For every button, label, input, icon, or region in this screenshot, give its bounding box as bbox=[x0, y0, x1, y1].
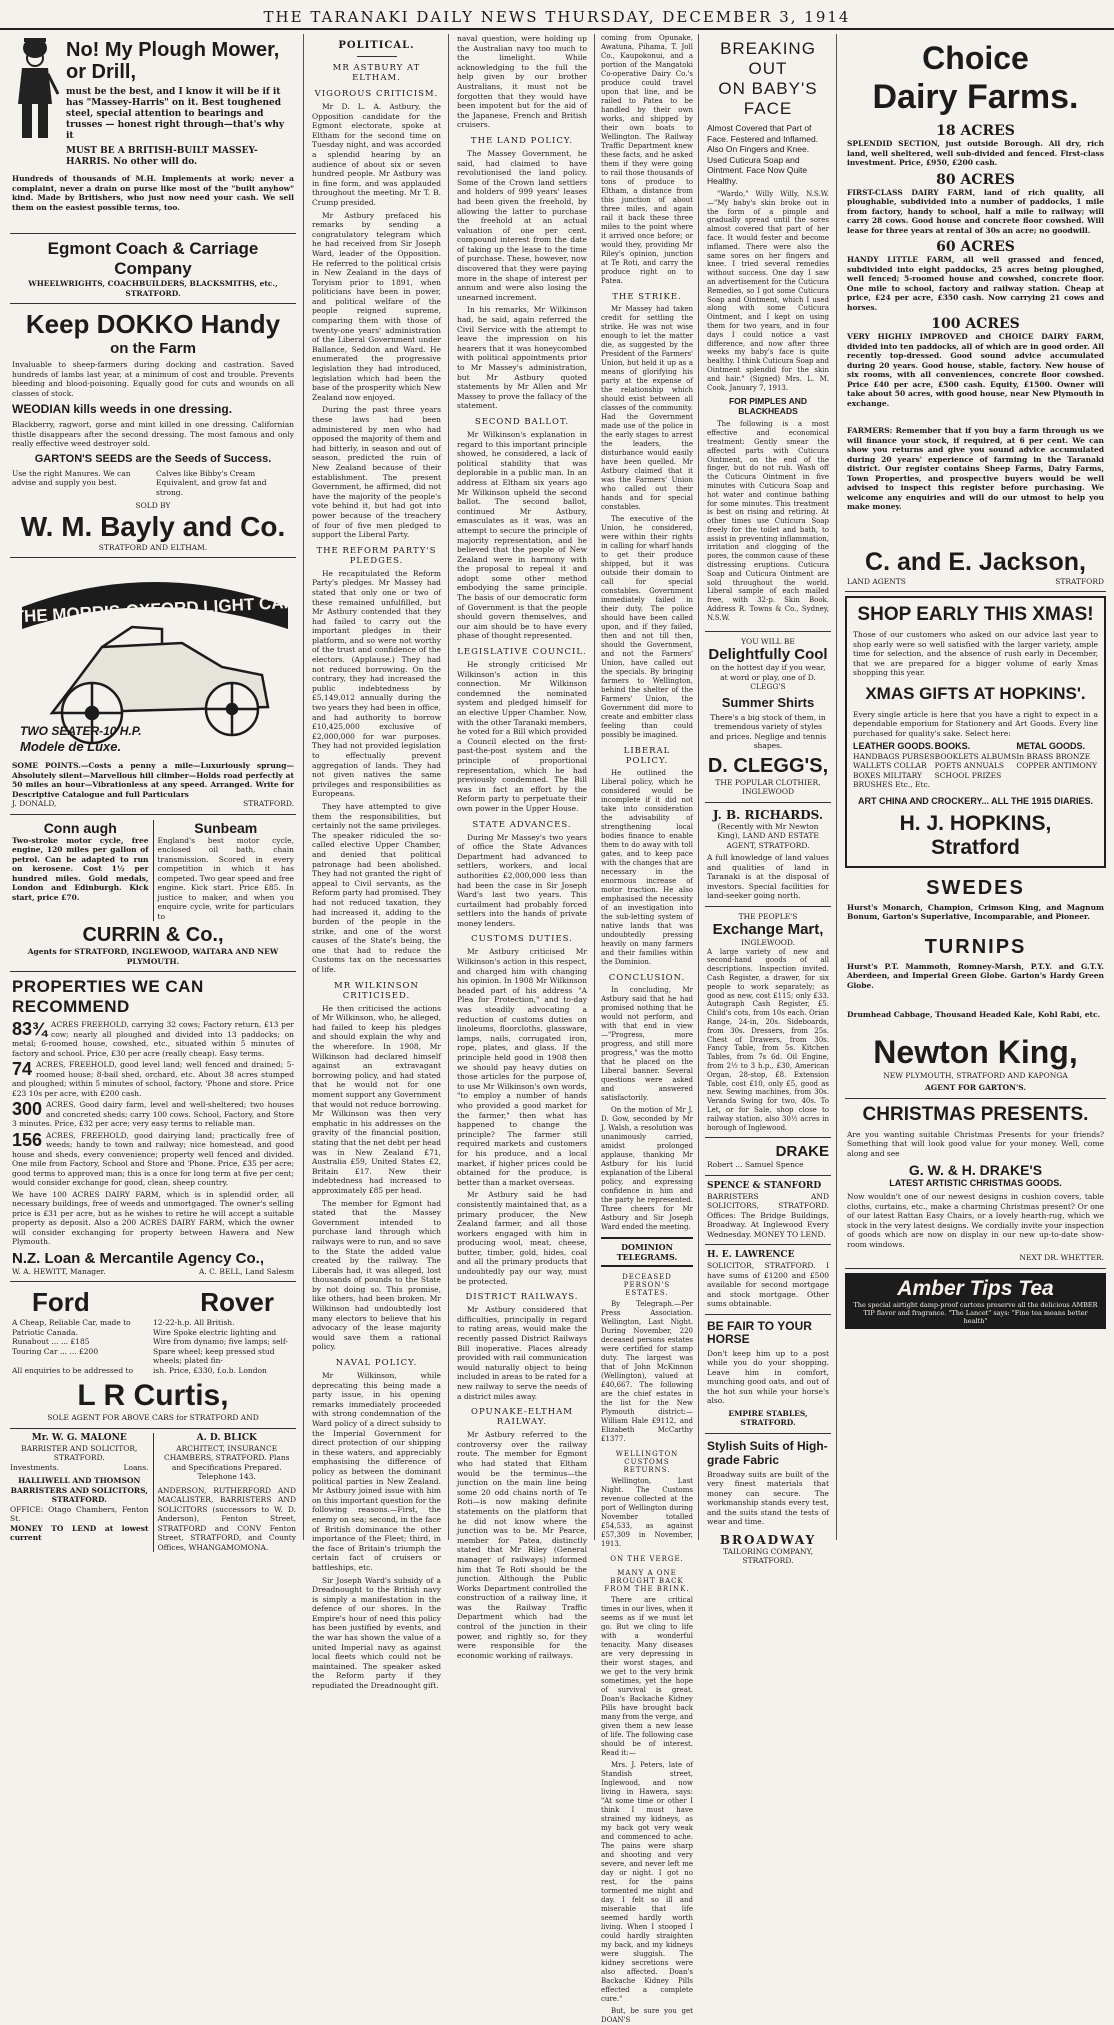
section-heading: WELLINGTON CUSTOMS RETURNS. bbox=[615, 1450, 679, 1474]
article-paragraph: Mr Wilkinson, while deprecating this being made a party issue, in his opening remarks immediately proceeded with strong condemnation of the Ward policy of a direct subsidy to the Imperial Government for direct protection of our shipping in these waters, and appreciably emphasising the difference of policy as between the dominant political parties in New Zealand. Mr Astbury joined issue with him on this important question for the following reasons.—First, the enemy on sea; second, in the face of British dominance the other importance of the Fleet; third, in the face of Britain's triumph the certain fact of cruisers or battleships, etc. bbox=[312, 1371, 441, 1572]
broadway-ad bbox=[705, 1434, 831, 1571]
section-heading: THE LAND POLICY. bbox=[470, 135, 574, 146]
ford-cell: Patriotic Canada. bbox=[12, 1327, 78, 1337]
property-size: 300 bbox=[12, 1099, 43, 1119]
malone-name: Mr. W. G. MALONE bbox=[31, 1432, 127, 1443]
article-paragraph: In concluding, Mr Astbury said that he had promised nothing that he would not perform, and with that end in view —"Progress, more progress, and still more progress," was the motto that he placed on the Liberal banner. Several questions were asked and answered satisfactorily. bbox=[601, 986, 693, 1102]
morris-oxford-ad bbox=[10, 558, 296, 815]
property-size: 156 bbox=[12, 1129, 43, 1150]
drake-subtitle: Robert ... Samuel Spence bbox=[707, 1160, 804, 1170]
horse-title: BE FAIR TO YOUR HORSE bbox=[707, 1318, 812, 1346]
summer-shirts-body: There's a big stock of them, in tremendous variety of styles and prices. Neglige and tennis shapes. bbox=[709, 712, 827, 751]
garton-calves: Calves like Bibby's Cream Equivalent, and grow fat and strong. bbox=[156, 468, 267, 497]
section-heading: LEGISLATIVE COUNCIL. bbox=[457, 647, 587, 658]
farmers-note: FARMERS: Remember that if you buy a farm through us we will finance your stock, if required, at 6 per cent. We can show you returns and give you sound advice accumulated during 20 years' experience of farming in the Taranaki district. Our register contains Sheep Farms, Dairy Farms, Town Properties, and prospective buyers would be well advised to inspect this register before purchasing. We welcome any enquiries and will do our utmost to help you make money. bbox=[847, 426, 1104, 511]
egmont-coach-ad bbox=[10, 234, 296, 304]
hopkins-ad bbox=[845, 596, 1106, 868]
rover-cell: Spare wheel; keep pressed stud wheels; plated fin- bbox=[153, 1346, 275, 1365]
hopkins-title: H. J. HOPKINS, Stratford bbox=[899, 811, 1052, 859]
ford-rover-row bbox=[12, 1318, 294, 1328]
column-political bbox=[306, 34, 447, 1691]
article-paragraph: coming from Opunake, Awatuna, Pihama, T. Joll Co., Kaupokonui, and a portion of the Mangatoki Co-operative Dairy Co.'s produce could travel upon that line, and be railed to Patea to be handled by their own works, and shipped by their own boats to Wellington. The Railway Traffic Department knew these facts, and he asked them if they were going to rail those thousands of tons of produce to Eltham, a distance from this junction of about three miles, and again rail it back these three miles to the point where it arrived once before; or would they, providing Mr Riley's opinion, junction at Te Roti, and carry the produce right on to Patea. bbox=[601, 34, 693, 285]
jackson-title: C. and E. Jackson, bbox=[865, 547, 1086, 576]
christmas-ad bbox=[845, 1099, 1106, 1269]
summer-shirts-title: Summer Shirts bbox=[721, 694, 815, 710]
baby-testimonial: "Wardo," Willy Willy, N.S.W.—"My baby's skin broke out in the form of a pimple and gradually spread until the sores almost covered that part of her face. It would fester and become inflamed. There were also the same sores on her fingers and knee. I tried several remedies without success. One day I saw an advertisement for the Cuticura Remedies, so I got some Cuticura Soap and Ointment, which I used along with some Cuticura Ointment, and I kept on using them for two years, and in four days I could notice a vast difference, and now after three weeks my baby's face is quite healthy. I think Cuticura Soap and Ointment splendid for the skin and hair." (Signed) Mrs. L. M. Cook, January 7, 1913. bbox=[707, 190, 829, 392]
next-door-line: NEXT DR. WHETTER. bbox=[1019, 1253, 1104, 1262]
seeds-ad bbox=[845, 872, 1106, 1099]
garton-title: GARTON'S SEEDS are the Seeds of Success. bbox=[34, 452, 272, 465]
christmas-intro: Are you wanting suitable Christmas Presents for your friends? Something that will look good value for your money. Well, come along and see bbox=[847, 1129, 1104, 1158]
halliwell-office: OFFICE: Otago Chambers, Fenton St. bbox=[10, 1504, 149, 1523]
stylish-body: Broadway suits are built of the very finest materials that money can secure. The workmanship stands every test, and the suits stand the tests of wear and time. bbox=[707, 1469, 829, 1527]
article-paragraph: He strongly criticised Mr Wilkinson's action in this connection. Mr Wilkinson condemned the nominated system and pledged himself for an elective Upper Chamber. Now, with the other Taranaki members, he voted for a Bill which provided a Council elected on the first-past-the-post system and the principle of proportional representation, which he had previously condemned. The Bill was in fact an effort by the Reform party to perpetuate their own power in the Upper House. bbox=[457, 660, 587, 813]
cool-title: Delightfully Cool bbox=[708, 646, 828, 664]
blick-name: A. D. BLICK bbox=[196, 1432, 257, 1443]
xmas-body: Those of our customers who asked on our advice last year to shop early were so well satisfied with the larger variety, ample time for selection, and the absence of rush early in December, that we are prepared for a bigger volume of early Xmas shopping this year. bbox=[853, 630, 1098, 677]
turnips-body: Hurst's P.T. Mammoth, Romney-Marsh, P.T.Y. and G.T.Y. Aberdeen, and Imperial Green Globe. Garton's Hardy Green Globe. bbox=[847, 961, 1104, 990]
properties-ad bbox=[10, 972, 296, 1282]
weodian-body: Blackberry, ragwort, gorse and mint killed in one dressing. Californian thistle disappears after the second dressing. The most famous and only really effective weed destroyer sold. bbox=[12, 420, 294, 448]
money-to-lend: MONEY TO LEND at lowest current bbox=[10, 1523, 149, 1542]
masthead: THE TARANAKI DAILY NEWS THURSDAY, DECEMBER 3, 1914 bbox=[0, 6, 1114, 30]
column-political-continued bbox=[451, 34, 593, 1660]
art-china-line: ART CHINA AND CROCKERY... ALL THE 1915 DIARIES. bbox=[857, 795, 1094, 806]
connaught-body: Two-stroke motor cycle, free engine, 120 miles per gallon of petrol. Can be adapted to run on kerosene. Cost 1½ per hundred miles. Gold medals, London and Edinburgh. Kick start, price £70. bbox=[12, 835, 149, 902]
section-heading: STATE ADVANCES. bbox=[472, 819, 572, 830]
broadway-title: BROADWAY bbox=[719, 1532, 817, 1547]
property-item bbox=[12, 1060, 294, 1098]
article-paragraph: Mr Astbury criticised Mr Wilkinson's action in this respect, and charged him with changing his opinion. In 1908 Mr Wilkinson headed part of his address "A Plea for Protection," and to-day was steadily advocating a reduction of customs duties on linoleums, floorcloths, glassware, lamps, nails, corrugated iron, rope, plates, and glass. If the principle held good in 1908 then we should pay heavy duties on those articles for the purpose of, to use Mr Wilkinson's own words, "to employ a number of hands who provided a good market for the farmer," then what has happened to change the principle? The farmer still required markets and customers for his produce, and a local market, if higher prices could be obtained for the produce, is better than a market overseas. bbox=[457, 947, 587, 1187]
jackson-town: STRATFORD bbox=[1055, 576, 1104, 586]
section-heading: MANY A ONE BROUGHT BACK FROM THE BRINK. bbox=[604, 1569, 690, 1593]
article-paragraph: The executive of the Union, he considered, were within their rights in calling for wharf hands to get their produce shipped, but it was outside their domain to call for special constables. Government immediately failed in their duty. The police should have been called upon, and if they failed, then and not till then, should the Government, and not the Farmers' Union, have called out the specials. By bringing farmers to Wellington, behind the shelter of the Farmers' Union, the Government did more to create and embitter class feeling than could possibly be imagined. bbox=[601, 515, 693, 739]
plough-body: must be the best, and I know it will be if it has "Massey-Harris" on it. Best toughened steel, special attention to bearings and trusses — honest right through—that's why it bbox=[66, 87, 285, 141]
richards-subtitle: (Recently with Mr Newton King), LAND AND ESTATE AGENT, STRATFORD. bbox=[717, 821, 819, 850]
article-paragraph: Mr D. L. A. Astbury, the Opposition candidate for the Egmont electorate, spoke at Eltham for the second time on Tuesday night, and was accorded a splendid hearing by an audience of about six or seven hundred people. Mr Astbury was in fine form, and was applauded throughout the meeting. Mr T. B. Crump presided. bbox=[312, 102, 441, 207]
sold-by: SOLD BY bbox=[135, 501, 171, 510]
column-rule bbox=[303, 34, 304, 1540]
article-paragraph: Mr Astbury referred to the controversy over the railway route. The member for Egmont who had stated that Eltham would be the terminus—the junction on the main line being some 20 odd chains north of Te Roti—is now making definite statements on the platform that he did not know where the junction was to be. Mr Pearce, member for Patea, distinctly stated that Mr Riley (General manager of railways) informed him that Te Roti should be the junction. Although the Public Works Department controlled the construction of a railway line, it was the Railway Traffic Department which had the control of the junction in their power, and rightly so, for they were responsible for the economic working of railways. bbox=[457, 1430, 587, 1660]
professional-cards bbox=[10, 1429, 296, 1553]
section-heading: OPUNAKE-ELTHAM RAILWAY. bbox=[471, 1407, 573, 1428]
farm-4-body: VERY HIGHLY IMPROVED and CHOICE DAIRY FARM, divided into ten paddocks, all of which are in good order. All recently top-dressed. Good sound advice accumulated during 20 years. Good house, stable, factory. New house of six rooms, with all conveniences, concrete floor cowshed. Price £40 per acre, £500 cash. Equity, £1500. Owner will take about 50 acres, with good house, near New Plymouth in exchange. bbox=[847, 332, 1104, 408]
property-text: ACRES FREEHOLD, carrying 32 cows; Factory return, £13 per cow; nearly all ploughed and divided into 13 paddocks; on metal; 6-roomed house, cowshed, etc., situated within 5 minutes of factory and school. Price, £30 per acre (really cheap). Easy terms. bbox=[12, 1020, 294, 1058]
exchange-title: Exchange Mart, bbox=[712, 921, 824, 939]
category-metal: METAL GOODS. bbox=[1016, 741, 1086, 751]
property-size: 74 bbox=[12, 1059, 33, 1079]
article-paragraph: Sir Joseph Ward's subsidy of a Dreadnought to the British navy is simply a manifestation in the defence of our shores. In the Empire's hour of need this policy has been justified by events, and the war has shown the value of a united Imperial navy as against local fleets which could not be maintained. The speaker asked the Reform party if they repudiated the Dreadnought gift. bbox=[312, 1575, 441, 1691]
egmont-subtitle: WHEELWRIGHTS, COACHBUILDERS, BLACKSMITHS, etc., STRATFORD. bbox=[28, 279, 278, 298]
cool-intro: YOU WILL BE bbox=[741, 636, 795, 646]
exchange-body: A large variety of new and second-hand goods of all descriptions. Inspection invited. Cash Register, a drawer, for six people to work separately; as good as new, cost £115; only £33. Autograph Cash Register, £5. Child's cots, from 10s each. Orian Range, 24-in, 20s. Sideboards, from 30s. Dressers, from 25s. Chest of Drawers, from 30s. Fancy Table, from 5s. Kitchen Tables, from 7s 6d. Oil Engine, from 2½ to 3 h.p., £30, American Organ, 28-stop, £8. Extension Table, cost £10, only £5, good as new. Sewing machines, from 30s. Veranda Swing for two, 40s. To Let, or for Sale, shop close to railway station, also 30½ acres in borough of Inglewood. bbox=[707, 947, 829, 1132]
category-books: BOOKS. bbox=[934, 741, 971, 751]
cabbage-line: Drumhead Cabbage, Thousand Headed Kale, Kohl Rabi, etc. bbox=[847, 1010, 1101, 1019]
amber-title: Amber Tips Tea bbox=[897, 1276, 1054, 1300]
richards-ad bbox=[705, 803, 831, 907]
column-ads-left bbox=[4, 34, 302, 1552]
farm-2-body: FIRST-CLASS DAIRY FARM, land of rich quality, all ploughable, subdivided into a number of paddocks, 1 mile from factory, handy to school, half a mile to railway; will carry 28 cows. Good house and concrete floor cowshed. Will lease for three years at rental of 30s an acre; no goodwill. bbox=[847, 187, 1104, 235]
horse-ad bbox=[705, 1315, 831, 1434]
spence-body: BARRISTERS AND SOLICITORS, STRATFORD. Offices: The Bridge Buildings, Broadway. At Inglewood Every Wednesday. MONEY TO LEND. bbox=[707, 1191, 829, 1239]
richards-body: A full knowledge of land values and qualities of land in Taranaki is at the disposal of investors. Special facilities for land-seeker going north. bbox=[707, 853, 829, 901]
exchange-mart-ad bbox=[705, 907, 831, 1139]
article-paragraph: Wellington, Last Night. The Customs revenue collected at the port of Wellington during November totalled £54,533, as against £57,309 in November, 1913. bbox=[601, 1477, 693, 1548]
farm-2-title: 80 ACRES bbox=[936, 171, 1015, 188]
car-agent: J. DONALD, bbox=[12, 799, 57, 808]
amber-tips-ad bbox=[845, 1273, 1106, 1329]
turnips-title: TURNIPS bbox=[924, 935, 1027, 958]
stylish-title: Stylish Suits of High-grade Fabric bbox=[707, 1438, 828, 1467]
baby-subtitle: Almost Covered that Part of Face. Festered and Inflamed. Also On Fingers and Knee. Used Cuticura Soap and Ointment. Face Now Quite Healthy. bbox=[707, 123, 819, 186]
article-paragraph: There are critical times in our lives, when it seems as if we must let go. But we cling to life with a wonderful tenacity. Many diseases are very depressing in their worst stages, and we get to the very brink sometimes, yet the hope of survival is great. Doan's Backache Kidney Pills have brought back many from the verge, and given them a new lease of life. The following case should be of interest. Read it:— bbox=[601, 1596, 693, 1757]
empire-stables: EMPIRE STABLES, STRATFORD. bbox=[728, 1408, 808, 1428]
property-item bbox=[12, 1020, 294, 1058]
jackson-agents: LAND AGENTS bbox=[847, 576, 906, 586]
article-paragraph: But, be sure you get DOAN'S bbox=[601, 2007, 693, 2024]
motorcycles-ad bbox=[10, 815, 296, 973]
clegg-ad bbox=[705, 632, 831, 803]
choice-title: Choice bbox=[922, 40, 1029, 76]
malone-subtitle: BARRISTER AND SOLICITOR, STRATFORD. bbox=[21, 1443, 138, 1462]
drake-card bbox=[705, 1138, 831, 1176]
farm-3-body: HANDY LITTLE FARM, all well grassed and fenced, subdivided into eight paddocks, 25 acres being ploughed, well fenced; 5-roomed house and cowshed, concrete floor. One mile to school, factory and railway station. Cheap at price, £24 per acre, £350 cash. Now carrying 21 cows and horses. bbox=[847, 255, 1104, 312]
dairy-farms-title: Dairy Farms. bbox=[872, 78, 1079, 116]
horse-body: Don't keep him up to a post while you do your shopping. Leave him in comfort, munching good oats, and out of the hot sun while your horse's also. bbox=[707, 1348, 829, 1406]
newton-title: Newton King, bbox=[873, 1033, 1078, 1070]
column-news bbox=[597, 34, 697, 2024]
property-text: ACRES, FREEHOLD, good dairying land; practically free of weeds; handy to town and railway; nice homestead, and good house and sheds, every convenience; property well fenced and divided. One mile from Factory, School and Store and 'Phone. Price, £35 per acre; good terms to approved man; this is a once for long term at five per cent; would consider exchange for good, clean, sheep country. bbox=[12, 1130, 294, 1187]
drake-goods-subtitle: LATEST ARTISTIC CHRISTMAS GOODS. bbox=[889, 1178, 1062, 1188]
property-text: We have 100 ACRES DAIRY FARM, which is in splendid order, all necessary buildings, free of weeds and unmortgaged. The owner's selling price is £31 per acre, but as he wishes to retire he will accept a suitable property as deposit. Also a 200 ACRES DAIRY FARM, which the owner will consider exchanging for property between Hawera and New Plymouth. bbox=[12, 1189, 294, 1246]
nz-loan-title: N.Z. Loan & Mercantile Agency Co., bbox=[12, 1249, 264, 1267]
section-heading: ON THE VERGE. bbox=[610, 1555, 684, 1563]
article-paragraph: During the past three years these laws had been administered by men who had opposed the majority of them and had bitterly, in season and out of season, predicted the ruin of New Zealand because of their establishment. The present Government, he affirmed, did not have the majority of the people's vote behind it, but had got into power because of the treachery of four of five men pledged to support the Liberal Party. bbox=[312, 405, 441, 540]
property-text: ACRES, FREEHOLD, good level land; well fenced and drained; 5-roomed house; 8-bail shed, orchard, etc. About 38 acres stumped and ploughed; within 5 minutes of school, factory. 'Phone and store. Price £23 10s per acre, with £200 cash. bbox=[12, 1060, 294, 1098]
farm-1-body: SPLENDID SECTION, just outside Borough. All dry, rich land, well sheltered, well sub-divided and fenced. First-class investment. Price, £950, £200 cash. bbox=[847, 139, 1104, 167]
article-paragraph: Mr Massey had taken credit for settling the strike. He was not wise enough to let the matter die, as suggested by the President of the Farmers' Union, but held it up as a means of glorifying his party at the expense of the relationship which should exist between all classes of the community. Had the Government made use of the police in the early stages to arrest the leaders, the disturbance would easily have been quelled. Mr Astbury claimed that it was the Farmers' Union who called out their hands and for special constables. bbox=[601, 305, 693, 511]
category-leather: LEATHER GOODS. bbox=[853, 741, 934, 751]
section-heading: LIBERAL POLICY. bbox=[623, 746, 671, 766]
cool-body: on the hottest day if you wear, at word or play, one of D. CLEGG'S bbox=[710, 663, 826, 692]
connaught-title: Conn augh bbox=[43, 819, 117, 836]
ford-rover-row bbox=[12, 1347, 294, 1366]
sunbeam-body: England's best motor cycle, enclosed oil bath, chain transmission. Scored in every competition in which it has competed. Two gear speed and free engine. Kick start. Price £85. In justice to maker, and when you enquire cycle, write for particulars to bbox=[157, 835, 294, 921]
nz-loan-salesman: A. C. BELL, Land Salesm bbox=[198, 1266, 294, 1276]
exchange-intro: THE PEOPLE'S bbox=[738, 911, 798, 921]
nz-loan-manager: W. A. HEWITT, Manager. bbox=[12, 1266, 106, 1276]
ford-title: Ford bbox=[32, 1287, 90, 1317]
rover-cell: Wire Spoke electric lighting and bbox=[153, 1327, 277, 1337]
lawrence-body: SOLICITOR, STRATFORD. I have sums of £1200 and £500 available for second mortgage and stock mortgage. Other sums obtainable. bbox=[707, 1261, 829, 1309]
category-metal-items: In BRASS BRONZE COPPER ANTIMONY bbox=[1016, 751, 1098, 770]
article-paragraph: On the motion of Mr J. D. Gow, seconded by Mr J. Walsh, a resolution was unanimously carried, amidst prolonged applause, thanking Mr Astbury for his lucid explanation of the Liberal policy, and expressing confidence in him and the party he represented. Three cheers for Mr Astbury and Sir Joseph Ward ended the meeting. bbox=[601, 1106, 693, 1231]
drake-goods-title: G. W. & H. DRAKE'S bbox=[908, 1162, 1043, 1178]
divider bbox=[357, 56, 397, 57]
section-heading: NAVAL POLICY. bbox=[335, 1358, 418, 1369]
properties-title: PROPERTIES WE CAN RECOMMEND bbox=[12, 977, 204, 1016]
article-paragraph: He outlined the Liberal policy, which he considered would be incomplete if it did not take into consideration the advisability of strengthening local bodies finance to enable them to do away with toll gates, and to keep pace with the changes that are necessary in the enormous increase of motor traction. He also emphasised the necessity of an investigation into the sub-letting system of native lands that was undoubtedly pressing heavily on many farmers and their families within the Dominion. bbox=[601, 769, 693, 966]
dokko-title: Keep DOKKO Handy bbox=[25, 309, 281, 339]
farm-3-title: 60 ACRES bbox=[936, 239, 1015, 255]
article-paragraph: By Telegraph.—Per Press Association. Wellington, Last Night. During November, 220 deceased persons estates were certified for stamp duty. The largest was that of John McKinnon (Wellington), valued at £40,667. The following are the chief estates in the list for the New Plymouth district:—William Hale £9112, and Elizabeth McCarthy £1377. bbox=[601, 1300, 693, 1443]
drake-goods-body: Now wouldn't one of our newest designs in cushion covers, table cloths, curtains, etc., make a charming Christmas present? Or one of our latest Rattan Easy Chairs, or a lovely hearth-rug, which we stock in the very latest designs. We cordially invite your inspection of goods which are now on display in our new up-to-date show-room windows. bbox=[847, 1192, 1104, 1249]
ford-cell: Touring Car ... ... £200 bbox=[12, 1346, 99, 1356]
article-paragraph: The Massey Government, he said, had claimed to have revolutionised the land policy. Some of the Crown land settlers and holders of 999 years' leases had been given the freehold, by allowing the latter to purchase the freehold at an actual valuation of one per cent. compound interest from the date of taking up the lease to the time of purchase. These, however, now discovered that they were paying more in the shape of interest per annum and were also losing the unearned increment. bbox=[457, 148, 587, 302]
column-rule bbox=[836, 34, 837, 1540]
article-paragraph: Mr Astbury said he had consistently maintained that, as a primary producer, the New Zealand farmer, and all those workers engaged with him in producing wool, meat, cheese, butter, timber, gold, hides, coal and all the primary products that undoubtedly pay our way, must be protected. bbox=[457, 1190, 587, 1286]
car-illustration-box bbox=[12, 567, 297, 757]
malone-investments: Investments. bbox=[10, 1462, 59, 1472]
article-paragraph: Mrs. J. Peters, late of Standish street, Inglewood, and now living in Hawera, says: "At some time or other I think I must have strained my kidneys, as my back got very weak and commenced to ache. The pains were sharp and shooting and very severe, and never left me day or night. I got no rest, for the pains tormented me night and day. I felt so ill and miserable that life seemed hardly worth living. When I stooped I could hardly straighten my back, and my kidneys were sluggish. The kidney secretions were also affected. Doan's Backache Kidney Pills effected a complete cure." bbox=[601, 1761, 693, 2003]
ford-rover-row bbox=[12, 1366, 294, 1376]
currin-subtitle: Agents for STRATFORD, INGLEWOOD, WAITARA AND NEW PLYMOUTH. bbox=[27, 947, 279, 966]
rover-cell: ish. Price, £330, f.o.b. London bbox=[153, 1365, 267, 1375]
article-paragraph: Mr Wilkinson's explanation in regard to this important principle showed, he considered, a lack of political stability that was deplorable in a public man. In an address at Eltham six years ago Mr Wilkinson upheld the second ballot. The second ballot, continued Mr Astbury, emasculates as it was, was an attempt to secure the principle of majority representation, and he believed that the people of New Zealand were in harmony with the proposal to repeal it and adopt some other method embodying the same principle. The basis of our democratic form of Government is that the people should govern themselves, and our aim should be to have every phase of thought represented. bbox=[457, 429, 587, 641]
category-books-items: BOOKLETS ALBUMS POETS ANNUALS SCHOOL PRIZES bbox=[934, 751, 1017, 780]
rover-cell: Wire from dynamo; five lamps; self- bbox=[153, 1337, 288, 1346]
dominion-telegrams-title: DOMINION TELEGRAMS. bbox=[616, 1242, 678, 1262]
baby-title-2: ON BABY'S FACE bbox=[718, 79, 818, 118]
farm-4-title: 100 ACRES bbox=[931, 316, 1020, 332]
egmont-title: Egmont Coach & Carriage Company bbox=[47, 239, 259, 278]
column-rule bbox=[448, 34, 449, 1540]
hopkins-body: Every single article is here that you have a right to expect in a dependable emporium for Stationery and Art Goods. Every line purchased for quality's sake. Select here: bbox=[853, 709, 1098, 738]
property-item bbox=[12, 1190, 294, 1247]
political-title: POLITICAL. bbox=[338, 40, 415, 51]
pimples-title: FOR PIMPLES AND BLACKHEADS bbox=[728, 396, 808, 417]
section-heading: DISTRICT RAILWAYS. bbox=[465, 1292, 579, 1303]
section-heading: THE REFORM PARTY'S PLEDGES. bbox=[316, 545, 437, 566]
car-banner: THE MORRIS-OXFORD LIGHT CAR bbox=[13, 592, 297, 627]
ford-cell: Runabout ... ... £185 bbox=[12, 1337, 90, 1346]
dairy-farms-ad bbox=[845, 34, 1106, 592]
ford-rover-row bbox=[12, 1328, 294, 1338]
farm-1-title: 18 ACRES bbox=[936, 123, 1015, 139]
political-subtitle-2: VIGOROUS CRITICISM. bbox=[314, 89, 439, 99]
bayly-title: W. M. Bayly and Co. bbox=[20, 510, 286, 542]
clegg-subtitle: THE POPULAR CLOTHIER, INGLEWOOD bbox=[715, 777, 821, 797]
drake-title: DRAKE bbox=[775, 1143, 829, 1161]
farmer-illustration bbox=[10, 34, 60, 144]
article-paragraph: The member for Egmont had stated that the Massey Government intended to purchase land through which railways were to run, and so save to the State the added value created by the railway. The Liberals had, it was alleged, lost thousands of pounds to the State by not doing so. This promise, like others, had been broken. Mr Wilkinson had undoubtedly lost many electors to believe that his advocacy of the lease majority would save them a rational policy. bbox=[312, 1198, 441, 1352]
ford-cell: A Cheap, Reliable Car, made to bbox=[12, 1318, 131, 1327]
newton-subtitle: NEW PLYMOUTH, STRATFORD AND KAPONGA bbox=[883, 1070, 1068, 1080]
anderson-card: ANDERSON, RUTHERFORD AND MACALISTER, BARRISTERS AND SOLICITORS (successors to W. D. Anderson), Fenton Street, STRATFORD and CONV Fenton Street, STRATFORD, and County Offices, WHANGAMOMONA. bbox=[157, 1485, 296, 1552]
garton-manures: Use the right Manures. We can advise and supply you best. bbox=[12, 468, 131, 487]
rover-cell: 12-22-h.p. All British. bbox=[153, 1318, 235, 1327]
exchange-subtitle: INGLEWOOD. bbox=[740, 938, 796, 948]
dokko-ad bbox=[10, 304, 296, 558]
article-paragraph: In his remarks, Mr Wilkinson had, he said, again referred the Civil Service with the attempt to leave the impression on his hearers that it was honeycombed with political appointments prior to Mr Massey's administration, but Mr Astbury quoted statements by Mr Allen and Mr Massey to prove the fallacy of the statement. bbox=[457, 305, 587, 411]
car-illustration bbox=[12, 567, 298, 757]
article-paragraph: Mr Astbury considered that difficulties, principally in regard to rating areas, would make the recently passed District Railways Bill inoperative. Places already provided with rail communication would naturally object to being included in areas to be rated for a new railway to serve the needs of a district miles away. bbox=[457, 1305, 587, 1401]
plough-emphasis: MUST BE A BRITISH-BUILT MASSEY-HARRIS. No other will do. bbox=[66, 146, 258, 167]
swedes-body: Hurst's Monarch, Champion, Crimson King, and Magnum Bonum, Garton's Superlative, Incomparable, and Pioneer. bbox=[847, 902, 1104, 921]
section-heading: MR WILKINSON CRITICISED. bbox=[334, 980, 419, 1001]
xmas-title: SHOP EARLY THIS XMAS! bbox=[857, 604, 1094, 625]
car-body: SOME POINTS.—Costs a penny a mile—Luxuriously sprung—Absolutely silent—Marvellous hill climber—Holds road perfectly at 50 miles an hour—Vibrationless at any speed. Arranged. Write for Descriptive Catalogue and full Particulars bbox=[12, 761, 294, 799]
spence-ad bbox=[705, 1176, 831, 1246]
article-paragraph: They have attempted to give them the responsibilities, but certainly not the same privileges. The speaker ridiculed the so-called elective Upper Chamber, and denied that political patronage had been abolished. They had not granted the right of appeal to Civil servants, as the Reform party had promised. They had not reduced taxation, they had increased it, adding to the burden of the people in the strike, and one of the worst causes of the State's being, the one that had to reduce the Customs tax on the necessaries of life. bbox=[312, 801, 441, 975]
article-paragraph: During Mr Massey's two years of office the State Advances Department had advanced to settlers, workers, and local authorities £2,000,000 less than had been the case in Sir Joseph Ward's last two years. This curtailment had probably forced settlers into the hands of private money lenders. bbox=[457, 832, 587, 928]
plough-title: No! My Plough Mower, or Drill, bbox=[66, 39, 280, 83]
halliwell-name: HALLIWELL AND THOMSON BARRISTERS AND SOLICITORS, STRATFORD. bbox=[10, 1476, 148, 1504]
amber-subtitle: The special airtight damp-proof cartons preserve all the delicious AMBER TIP flavor and fragrance. "The Lancet" says: "Fine tea means better health" bbox=[853, 1300, 1098, 1325]
property-item bbox=[12, 1100, 294, 1129]
category-leather-items: HANDBAGS PURSES WALLETS COLLAR BOXES MILITARY BRUSHES Etc., Etc. bbox=[853, 751, 935, 789]
section-heading: CONCLUSION. bbox=[608, 973, 686, 983]
car-agent-town: STRATFORD. bbox=[243, 799, 294, 808]
dokko-subtitle: on the Farm bbox=[110, 340, 196, 357]
political-subtitle: MR ASTBURY AT ELTHAM. bbox=[332, 63, 421, 83]
property-text: ACRES, Good dairy farm, level and well-sheltered; two houses and concreted sheds; carry 100 cows. School, Factory, and Store 3 minutes. Price, £32 per acre; very easy terms to reliable man. bbox=[12, 1100, 294, 1128]
blick-subtitle: ARCHITECT, INSURANCE CHAMBERS, STRATFORD. Plans and Specifications Prepared. Telephone 143. bbox=[163, 1443, 290, 1481]
ford-rover-ad bbox=[10, 1282, 296, 1429]
richards-title: J. B. RICHARDS. bbox=[712, 807, 824, 822]
curtis-subtitle: SOLE AGENT FOR ABOVE CARS for STRATFORD AND bbox=[47, 1413, 259, 1422]
bayly-subtitle: STRATFORD AND ELTHAM. bbox=[98, 542, 208, 552]
hopkins-gifts-title: XMAS GIFTS AT HOPKINS'. bbox=[865, 683, 1086, 703]
article-paragraph: naval question, were holding up the Australian navy too much to the limelight. While acknowledging to the full the help given by our brother Australians, it must not be forgotten that they would have been impotent but for the aid of the Japanese, French and British cruisers. bbox=[457, 34, 587, 130]
column-ads-middle bbox=[701, 34, 835, 1566]
property-item bbox=[12, 1131, 294, 1188]
car-caption-2: Modele de Luxe. bbox=[20, 739, 122, 754]
ford-cell: All enquiries to be addressed to bbox=[12, 1365, 134, 1375]
baby-title-1: BREAKING OUT bbox=[720, 39, 816, 78]
broadway-subtitle: TAILORING COMPANY, STRATFORD. bbox=[723, 1546, 813, 1566]
lawrence-title: H. E. LAWRENCE bbox=[707, 1250, 795, 1261]
sunbeam-title: Sunbeam bbox=[194, 819, 258, 836]
curtis-title: L R Curtis, bbox=[77, 1379, 229, 1412]
column-ads-right bbox=[839, 34, 1112, 1540]
section-heading: THE STRIKE. bbox=[612, 292, 682, 302]
article-paragraph: He then criticised the actions of Mr Wilkinson, who, he alleged, had failed to keep his pledges and should explain the why and the wherefore. In 1908, Mr Wilkinson had declared himself against an extravagant borrowing policy, and had stated that he would not for one moment support any Government that would not reduce borrowing. Mr Wilkinson was then very emphatic in his addresses on the gravity of the financial position, stating that the net debt per head was in New Zealand £71, Australia £59, United States £2, Britain £17. New their indebtedness had increased to approximately £85 per head. bbox=[312, 1003, 441, 1195]
section-heading: DECEASED PERSON'S ESTATES. bbox=[622, 1273, 672, 1297]
massey-harris-ad bbox=[10, 34, 296, 234]
newton-agent: AGENT FOR GARTON'S. bbox=[924, 1083, 1027, 1092]
section-heading: CUSTOMS DUTIES. bbox=[471, 934, 573, 945]
column-rule bbox=[698, 34, 699, 1540]
weodian-title: WEODIAN kills weeds in one dressing. bbox=[12, 402, 233, 416]
clegg-title: D. CLEGG'S, bbox=[707, 754, 829, 777]
ford-rover-row bbox=[12, 1337, 294, 1347]
christmas-title: CHRISTMAS PRESENTS. bbox=[862, 1103, 1089, 1125]
article-paragraph: He recapitulated the Reform Party's pledges. Mr Massey had stated that only one or two of these remained unfulfilled, but Mr Astbury contended that they had failed to carry out the important pledges in their platform, and so were not worthy of the trust and confidence of the electors. (Applause.) They had not reduced borrowing. On the contrary, they had increased the public indebtedness by £5,149,012 annually during the two years they had been in office, and had authority to borrow £10,425,000 exclusive of £2,000,000 for war purposes. They had not provided legislation to effectually prevent aggregation of lands. They had not given natives the same privileges and responsibilities as Europeans. bbox=[312, 568, 441, 799]
property-size: 83¾ bbox=[12, 1019, 48, 1039]
section-heading: SECOND BALLOT. bbox=[474, 416, 570, 427]
currin-title: CURRIN & Co., bbox=[82, 924, 224, 946]
cuticura-ad bbox=[705, 34, 831, 632]
malone-loans: Loans. bbox=[123, 1462, 149, 1472]
article-paragraph: Mr Astbury prefaced his remarks by sending a congratulatory telegram which he had received from Sir Joseph Ward, leader of the Opposition. He referred to the political crisis in New Zealand in the days of Toryism prior to 1891, when politicians have been in power, and political welfare of the people reigned supreme, comparing them with those of twenty-one years' administration of the Liberal Government under Ballance, Seddon and Ward. He enumerated the progressive legislation they had introduced, legislation which had been the base of the prosperity which New Zealand now enjoyed. bbox=[312, 210, 441, 402]
spence-title: SPENCE & STANFORD bbox=[707, 1180, 822, 1191]
rover-title: Rover bbox=[200, 1287, 274, 1317]
column-rule bbox=[594, 34, 595, 1540]
lawrence-ad bbox=[705, 1245, 831, 1315]
dokko-body: Invaluable to sheep-farmers during docking and castration. Saved hundreds of lambs last year, at a minimum of cost and trouble. Prevents bleeding and blood-poisoning. Equally good for cuts and wounds on all classes of stock. bbox=[12, 360, 294, 398]
swedes-title: SWEDES bbox=[926, 876, 1025, 899]
ford-rover-table bbox=[12, 1318, 294, 1375]
car-caption-1: TWO SEATER-10 H.P. bbox=[20, 724, 142, 738]
plough-footnote: Hundreds of thousands of M.H. Implements at work; never a complaint, never a drain on purse like most of the "built anyhow" kind. Made by Britishers, who just now need your cash. We sell them on the easiest possible terms, too. bbox=[12, 174, 294, 212]
pimples-body: The following is a most effective and economical treatment: Gently smear the affected parts with Cuticura Ointment, on the end of the finger, but do not rub. Wash off the Cuticura Ointment in five minutes with Cuticura Soap and hot water and continue bathing for some minutes. This treatment is best on rising and retiring. At other times use Cuticura Soap freely for the toilet and bath, to assist in preventing inflammation, irritation and clogging of the pores, the common cause of these distressing eruptions. Cuticura Soap and Cuticura Ointment are sold throughout the world. Liberal sample of each mailed free, with 32-p. Skin Book. Address R. Towns & Co., Sydney, N.S.W. bbox=[707, 420, 829, 622]
